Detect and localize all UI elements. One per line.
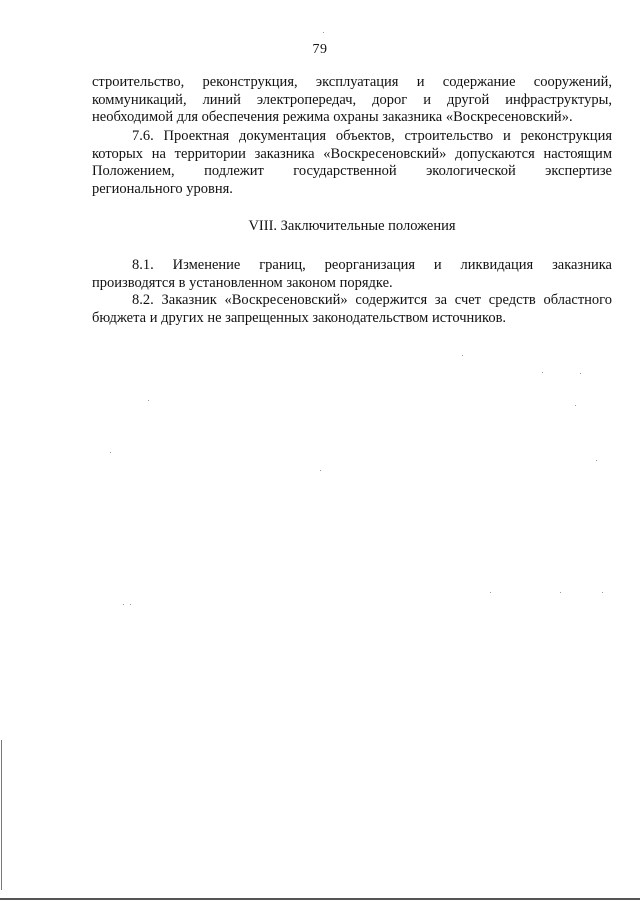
scan-speck — [575, 405, 576, 406]
scan-speck — [596, 460, 597, 461]
scan-speck — [323, 32, 324, 33]
section-heading: VIII. Заключительные положения — [248, 218, 456, 234]
text-line: бюджета и других не запрещенных законодательством источников. — [92, 309, 507, 326]
scan-speck — [123, 604, 124, 605]
text-line: регионального уровня. — [92, 180, 233, 197]
text-line: 7.6. Проектная документация объектов, строительство и реконструкция — [132, 128, 612, 144]
paragraph-8-2 — [92, 292, 612, 327]
paragraph-7-6 — [92, 128, 612, 198]
text-line: необходимой для обеспечения режима охраны заказника «Воскресеновский». — [92, 109, 573, 125]
scan-speck — [462, 355, 463, 356]
paragraph-continuation — [92, 74, 612, 127]
text-line: 8.2. Заказник «Воскресеновский» содержится за счет средств областного — [132, 292, 612, 308]
scan-speck — [320, 470, 321, 471]
scan-speck — [542, 372, 543, 373]
scan-speck — [602, 592, 603, 593]
page-number: 79 — [312, 42, 328, 57]
text-line: коммуникаций, линий электропередач, дорог и другой инфраструктуры, — [92, 91, 612, 108]
scan-left-edge — [1, 740, 2, 890]
scan-speck — [148, 400, 149, 401]
text-line: 8.1. Изменение границ, реорганизация и ликвидация заказника — [132, 257, 612, 273]
text-line: производятся в установленном законом порядке. — [92, 274, 393, 291]
text-line: которых на территории заказника «Воскресеновский» допускаются настоящим — [92, 145, 612, 162]
scan-speck — [580, 373, 581, 374]
scan-speck — [560, 592, 561, 593]
scan-speck — [130, 604, 131, 605]
paragraph-8-1 — [92, 257, 612, 292]
text-line: строительство, реконструкция, эксплуатация и содержание сооружений, — [92, 74, 612, 90]
text-line: Положением, подлежит государственной экологической экспертизе — [92, 163, 612, 179]
scan-speck — [110, 452, 111, 453]
scan-speck — [490, 592, 491, 593]
scan-bottom-edge — [0, 898, 640, 900]
